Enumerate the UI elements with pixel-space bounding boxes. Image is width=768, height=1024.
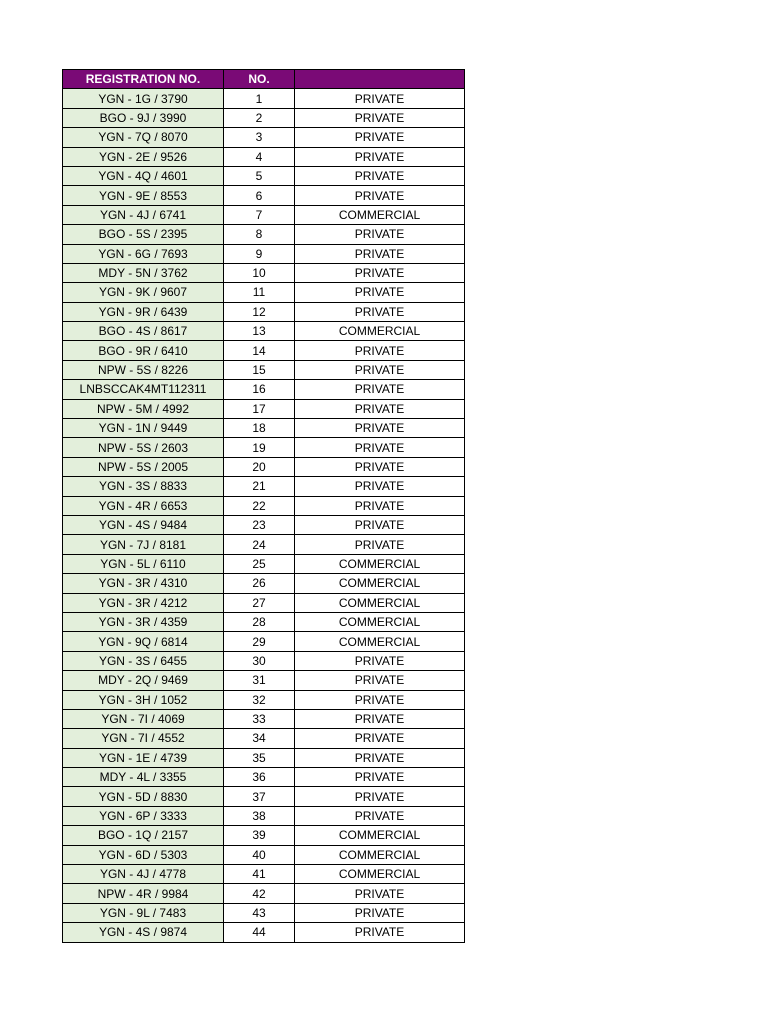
vehicle-type-cell: PRIVATE	[295, 535, 465, 554]
registration-no-cell: YGN - 1N / 9449	[63, 419, 224, 438]
row-number-cell: 18	[224, 419, 295, 438]
row-number-cell: 42	[224, 884, 295, 903]
vehicle-type-cell: COMMERCIAL	[295, 845, 465, 864]
row-number-cell: 13	[224, 322, 295, 341]
vehicle-type-cell: PRIVATE	[295, 806, 465, 825]
table-row	[63, 748, 465, 767]
vehicle-type-cell: PRIVATE	[295, 128, 465, 147]
vehicle-type-cell: PRIVATE	[295, 651, 465, 670]
row-number-cell: 28	[224, 612, 295, 631]
registration-no-cell: YGN - 4J / 4778	[63, 865, 224, 884]
table-row	[63, 283, 465, 302]
vehicle-type-cell: COMMERCIAL	[295, 593, 465, 612]
vehicle-type-cell: COMMERCIAL	[295, 865, 465, 884]
registration-no-cell: YGN - 3H / 1052	[63, 690, 224, 709]
row-number-cell: 7	[224, 205, 295, 224]
registration-no-cell: BGO - 1Q / 2157	[63, 826, 224, 845]
registration-no-cell: YGN - 3R / 4359	[63, 612, 224, 631]
registration-no-cell: YGN - 4J / 6741	[63, 205, 224, 224]
registration-no-cell: YGN - 6P / 3333	[63, 806, 224, 825]
registration-no-cell: NPW - 5S / 2005	[63, 457, 224, 476]
table-row	[63, 709, 465, 728]
table-row	[63, 806, 465, 825]
registration-no-cell: MDY - 5N / 3762	[63, 263, 224, 282]
vehicle-type-cell: COMMERCIAL	[295, 632, 465, 651]
registration-no-cell: NPW - 4R / 9984	[63, 884, 224, 903]
registration-no-cell: BGO - 9R / 6410	[63, 341, 224, 360]
row-number-cell: 29	[224, 632, 295, 651]
table-row	[63, 108, 465, 127]
row-number-cell: 31	[224, 671, 295, 690]
row-number-cell: 44	[224, 923, 295, 942]
table-row	[63, 826, 465, 845]
registration-no-cell: NPW - 5S / 8226	[63, 360, 224, 379]
table-row	[63, 787, 465, 806]
vehicle-type-cell: PRIVATE	[295, 690, 465, 709]
table-row	[63, 612, 465, 631]
row-number-cell: 4	[224, 147, 295, 166]
row-number-cell: 2	[224, 108, 295, 127]
table-row	[63, 632, 465, 651]
registration-no-header: REGISTRATION NO.	[63, 70, 224, 89]
row-number-cell: 37	[224, 787, 295, 806]
vehicle-type-cell: PRIVATE	[295, 457, 465, 476]
vehicle-type-cell: PRIVATE	[295, 768, 465, 787]
table-body	[63, 89, 465, 942]
registration-no-cell: YGN - 7J / 8181	[63, 535, 224, 554]
table-row	[63, 496, 465, 515]
no-header: NO.	[224, 70, 295, 89]
row-number-cell: 3	[224, 128, 295, 147]
row-number-cell: 34	[224, 729, 295, 748]
registration-no-cell: YGN - 2E / 9526	[63, 147, 224, 166]
registration-no-cell: YGN - 6D / 5303	[63, 845, 224, 864]
row-number-cell: 23	[224, 515, 295, 534]
table-row	[63, 244, 465, 263]
vehicle-type-cell: COMMERCIAL	[295, 826, 465, 845]
row-number-cell: 24	[224, 535, 295, 554]
vehicle-type-cell: PRIVATE	[295, 399, 465, 418]
registration-no-cell: NPW - 5S / 2603	[63, 438, 224, 457]
row-number-cell: 26	[224, 574, 295, 593]
table-row	[63, 574, 465, 593]
vehicle-type-cell: PRIVATE	[295, 419, 465, 438]
vehicle-type-cell: PRIVATE	[295, 748, 465, 767]
table-row	[63, 302, 465, 321]
row-number-cell: 33	[224, 709, 295, 728]
registration-no-cell: YGN - 9R / 6439	[63, 302, 224, 321]
vehicle-type-cell: PRIVATE	[295, 89, 465, 108]
vehicle-type-cell: PRIVATE	[295, 496, 465, 515]
vehicle-type-cell: PRIVATE	[295, 186, 465, 205]
row-number-cell: 5	[224, 166, 295, 185]
table-row	[63, 263, 465, 282]
registration-no-cell: MDY - 2Q / 9469	[63, 671, 224, 690]
vehicle-type-cell: PRIVATE	[295, 108, 465, 127]
table-row	[63, 205, 465, 224]
registration-no-cell: BGO - 9J / 3990	[63, 108, 224, 127]
table-row	[63, 865, 465, 884]
registration-no-cell: YGN - 3R / 4212	[63, 593, 224, 612]
vehicle-type-cell: PRIVATE	[295, 380, 465, 399]
registration-no-cell: YGN - 4R / 6653	[63, 496, 224, 515]
table-row	[63, 903, 465, 922]
row-number-cell: 12	[224, 302, 295, 321]
vehicle-type-cell: COMMERCIAL	[295, 322, 465, 341]
row-number-cell: 20	[224, 457, 295, 476]
table-row	[63, 419, 465, 438]
registration-no-cell: YGN - 9L / 7483	[63, 903, 224, 922]
table-row	[63, 884, 465, 903]
registration-no-cell: YGN - 7I / 4069	[63, 709, 224, 728]
table-row	[63, 515, 465, 534]
row-number-cell: 19	[224, 438, 295, 457]
vehicle-type-cell: COMMERCIAL	[295, 574, 465, 593]
vehicle-type-cell: PRIVATE	[295, 671, 465, 690]
table-row	[63, 128, 465, 147]
vehicle-type-cell: PRIVATE	[295, 923, 465, 942]
table-row	[63, 399, 465, 418]
vehicle-type-cell: PRIVATE	[295, 903, 465, 922]
registration-no-cell: YGN - 4S / 9874	[63, 923, 224, 942]
vehicle-type-cell: PRIVATE	[295, 787, 465, 806]
table-row	[63, 322, 465, 341]
row-number-cell: 14	[224, 341, 295, 360]
row-number-cell: 9	[224, 244, 295, 263]
registration-no-cell: YGN - 7Q / 8070	[63, 128, 224, 147]
table-row	[63, 166, 465, 185]
vehicle-type-cell: PRIVATE	[295, 283, 465, 302]
registration-no-cell: YGN - 1E / 4739	[63, 748, 224, 767]
table-row	[63, 438, 465, 457]
vehicle-type-cell: PRIVATE	[295, 477, 465, 496]
registration-no-cell: YGN - 5L / 6110	[63, 554, 224, 573]
type-header	[295, 70, 465, 89]
vehicle-type-cell: PRIVATE	[295, 438, 465, 457]
table-row	[63, 147, 465, 166]
row-number-cell: 30	[224, 651, 295, 670]
table-row	[63, 923, 465, 942]
vehicle-type-cell: PRIVATE	[295, 263, 465, 282]
table-row	[63, 341, 465, 360]
registration-no-cell: YGN - 1G / 3790	[63, 89, 224, 108]
vehicle-type-cell: PRIVATE	[295, 884, 465, 903]
table-row	[63, 225, 465, 244]
row-number-cell: 25	[224, 554, 295, 573]
header-row	[63, 70, 465, 89]
table-row	[63, 186, 465, 205]
row-number-cell: 22	[224, 496, 295, 515]
table-row	[63, 457, 465, 476]
row-number-cell: 17	[224, 399, 295, 418]
row-number-cell: 10	[224, 263, 295, 282]
registration-no-cell: YGN - 9K / 9607	[63, 283, 224, 302]
registration-no-cell: YGN - 4Q / 4601	[63, 166, 224, 185]
row-number-cell: 1	[224, 89, 295, 108]
table-row	[63, 89, 465, 108]
registration-no-cell: YGN - 4S / 9484	[63, 515, 224, 534]
registration-no-cell: NPW - 5M / 4992	[63, 399, 224, 418]
vehicle-type-cell: PRIVATE	[295, 360, 465, 379]
registration-no-cell: YGN - 7I / 4552	[63, 729, 224, 748]
vehicle-type-cell: PRIVATE	[295, 244, 465, 263]
row-number-cell: 35	[224, 748, 295, 767]
table-row	[63, 380, 465, 399]
row-number-cell: 6	[224, 186, 295, 205]
vehicle-type-cell: COMMERCIAL	[295, 554, 465, 573]
row-number-cell: 21	[224, 477, 295, 496]
registration-no-cell: YGN - 6G / 7693	[63, 244, 224, 263]
vehicle-type-cell: PRIVATE	[295, 166, 465, 185]
registration-no-cell: MDY - 4L / 3355	[63, 768, 224, 787]
row-number-cell: 41	[224, 865, 295, 884]
table-row	[63, 535, 465, 554]
registration-no-cell: YGN - 3R / 4310	[63, 574, 224, 593]
table-row	[63, 729, 465, 748]
vehicle-type-cell: PRIVATE	[295, 147, 465, 166]
vehicle-registration-table	[62, 69, 465, 943]
table-row	[63, 593, 465, 612]
vehicle-type-cell: PRIVATE	[295, 515, 465, 534]
vehicle-type-cell: PRIVATE	[295, 302, 465, 321]
table-row	[63, 671, 465, 690]
table-row	[63, 360, 465, 379]
registration-no-cell: LNBSCCAK4MT112311	[63, 380, 224, 399]
registration-no-cell: YGN - 3S / 8833	[63, 477, 224, 496]
vehicle-type-cell: PRIVATE	[295, 225, 465, 244]
registration-no-cell: YGN - 3S / 6455	[63, 651, 224, 670]
row-number-cell: 38	[224, 806, 295, 825]
registration-no-cell: BGO - 4S / 8617	[63, 322, 224, 341]
table-row	[63, 554, 465, 573]
registration-no-cell: BGO - 5S / 2395	[63, 225, 224, 244]
vehicle-type-cell: PRIVATE	[295, 729, 465, 748]
table-row	[63, 845, 465, 864]
table-row	[63, 768, 465, 787]
row-number-cell: 36	[224, 768, 295, 787]
row-number-cell: 32	[224, 690, 295, 709]
vehicle-type-cell: PRIVATE	[295, 709, 465, 728]
row-number-cell: 27	[224, 593, 295, 612]
row-number-cell: 39	[224, 826, 295, 845]
table-row	[63, 651, 465, 670]
vehicle-type-cell: COMMERCIAL	[295, 612, 465, 631]
table-row	[63, 690, 465, 709]
vehicle-type-cell: PRIVATE	[295, 341, 465, 360]
registration-no-cell: YGN - 9E / 8553	[63, 186, 224, 205]
table-row	[63, 477, 465, 496]
vehicle-type-cell: COMMERCIAL	[295, 205, 465, 224]
row-number-cell: 40	[224, 845, 295, 864]
registration-no-cell: YGN - 5D / 8830	[63, 787, 224, 806]
row-number-cell: 8	[224, 225, 295, 244]
row-number-cell: 11	[224, 283, 295, 302]
row-number-cell: 43	[224, 903, 295, 922]
registration-no-cell: YGN - 9Q / 6814	[63, 632, 224, 651]
row-number-cell: 15	[224, 360, 295, 379]
row-number-cell: 16	[224, 380, 295, 399]
